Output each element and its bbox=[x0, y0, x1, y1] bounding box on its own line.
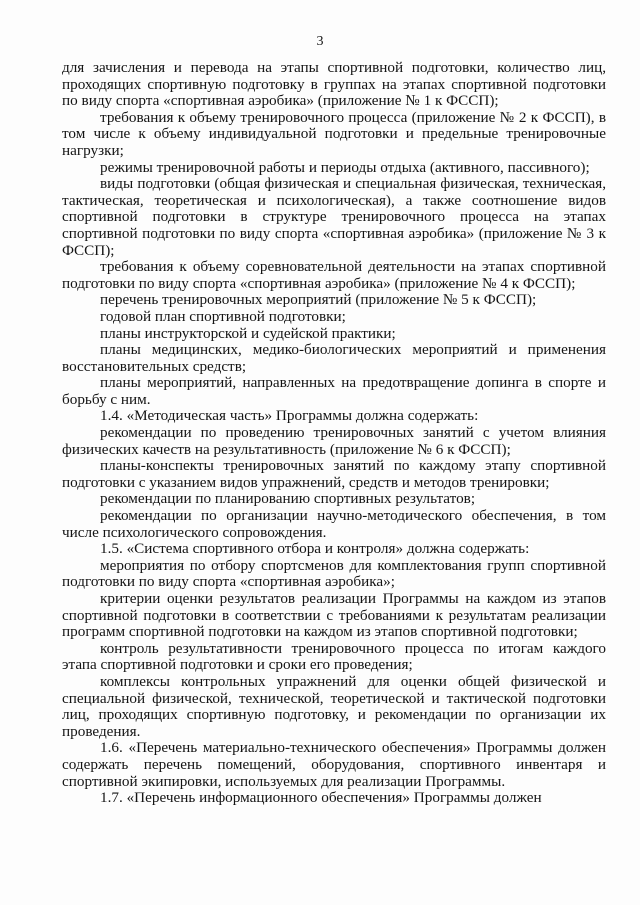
paragraph: критерии оценки результатов реализации Программы на каждом из этапов спортивной подготовки в соответствии с требованиями к результатам реализации программ спортивной подготовки на каждом из этапов спортивной подготовки; bbox=[62, 590, 606, 641]
paragraph: годовой план спортивной подготовки; bbox=[100, 307, 346, 325]
paragraph: режимы тренировочной работы и периоды отдыха (активного, пассивного); bbox=[100, 158, 590, 176]
section-1-7: 1.7. «Перечень информационного обеспечения» Программы должен bbox=[100, 789, 542, 807]
paragraph: перечень тренировочных мероприятий (приложение № 5 к ФССП); bbox=[100, 291, 537, 309]
section-1-6: 1.6. «Перечень материально-технического обеспечения» Программы должен содержать перечень помещений, оборудования, спортивного инвентаря и спортивной экипировки, используемых для реализации Программы. bbox=[62, 739, 606, 790]
paragraph: планы медицинских, медико-биологических мероприятий и применения восстановительных средств; bbox=[62, 341, 606, 375]
section-heading-1-4: 1.4. «Методическая часть» Программы должна содержать: bbox=[100, 407, 479, 425]
paragraph: рекомендации по организации научно-методического обеспечения, в том числе психологического сопровождения. bbox=[62, 507, 606, 541]
paragraph: рекомендации по проведению тренировочных занятий с учетом влияния физических качеств на результативность (приложение № 6 к ФССП); bbox=[62, 424, 606, 458]
paragraph: планы мероприятий, направленных на предотвращение допинга в спорте и борьбу с ним. bbox=[62, 374, 606, 408]
paragraph: требования к объему тренировочного процесса (приложение № 2 к ФССП), в том числе к объему индивидуальной подготовки и предельные тренировочные нагрузки; bbox=[62, 108, 606, 159]
paragraph: требования к объему соревновательной деятельности на этапах спортивной подготовки по виду спорта «спортивная аэробика» (приложение № 4 к ФССП); bbox=[62, 258, 606, 292]
paragraph: рекомендации по планированию спортивных результатов; bbox=[100, 490, 476, 508]
paragraph: виды подготовки (общая физическая и специальная физическая, техническая, тактическая, теоретическая и психологическая), а также соотношение видов спортивной подготовки в структуре тренировочного процесса на этапах спортивной подготовки по виду спорта «спортивная аэробика» (приложение № 3 к ФССП); bbox=[62, 175, 606, 259]
paragraph: контроль результативности тренировочного процесса по итогам каждого этапа спортивной подготовки и сроки его проведения; bbox=[62, 639, 606, 674]
paragraph: для зачисления и перевода на этапы спортивной подготовки, количество лиц, проходящих спортивную подготовку в группах на этапах спортивной подготовки по виду спорта «спортивная аэробика» (приложение № 1 к ФССП); bbox=[62, 59, 606, 110]
paragraph: планы-конспекты тренировочных занятий по каждому этапу спортивной подготовки с указанием видов упражнений, средств и методов тренировки; bbox=[62, 457, 606, 491]
document-body bbox=[62, 60, 606, 807]
section-heading-1-5: 1.5. «Система спортивного отбора и контроля» должна содержать: bbox=[100, 540, 530, 558]
paragraph: планы инструкторской и судейской практики; bbox=[100, 324, 396, 342]
paragraph: мероприятия по отбору спортсменов для комплектования групп спортивной подготовки по виду спорта «спортивная аэробика»; bbox=[62, 556, 606, 591]
paragraph: комплексы контрольных упражнений для оценки общей физической и специальной физической, технической, теоретической и тактической подготовки лиц, проходящих спортивную подготовку, и рекомендации по организации их проведения. bbox=[62, 672, 606, 740]
page-number: 3 bbox=[316, 34, 324, 49]
